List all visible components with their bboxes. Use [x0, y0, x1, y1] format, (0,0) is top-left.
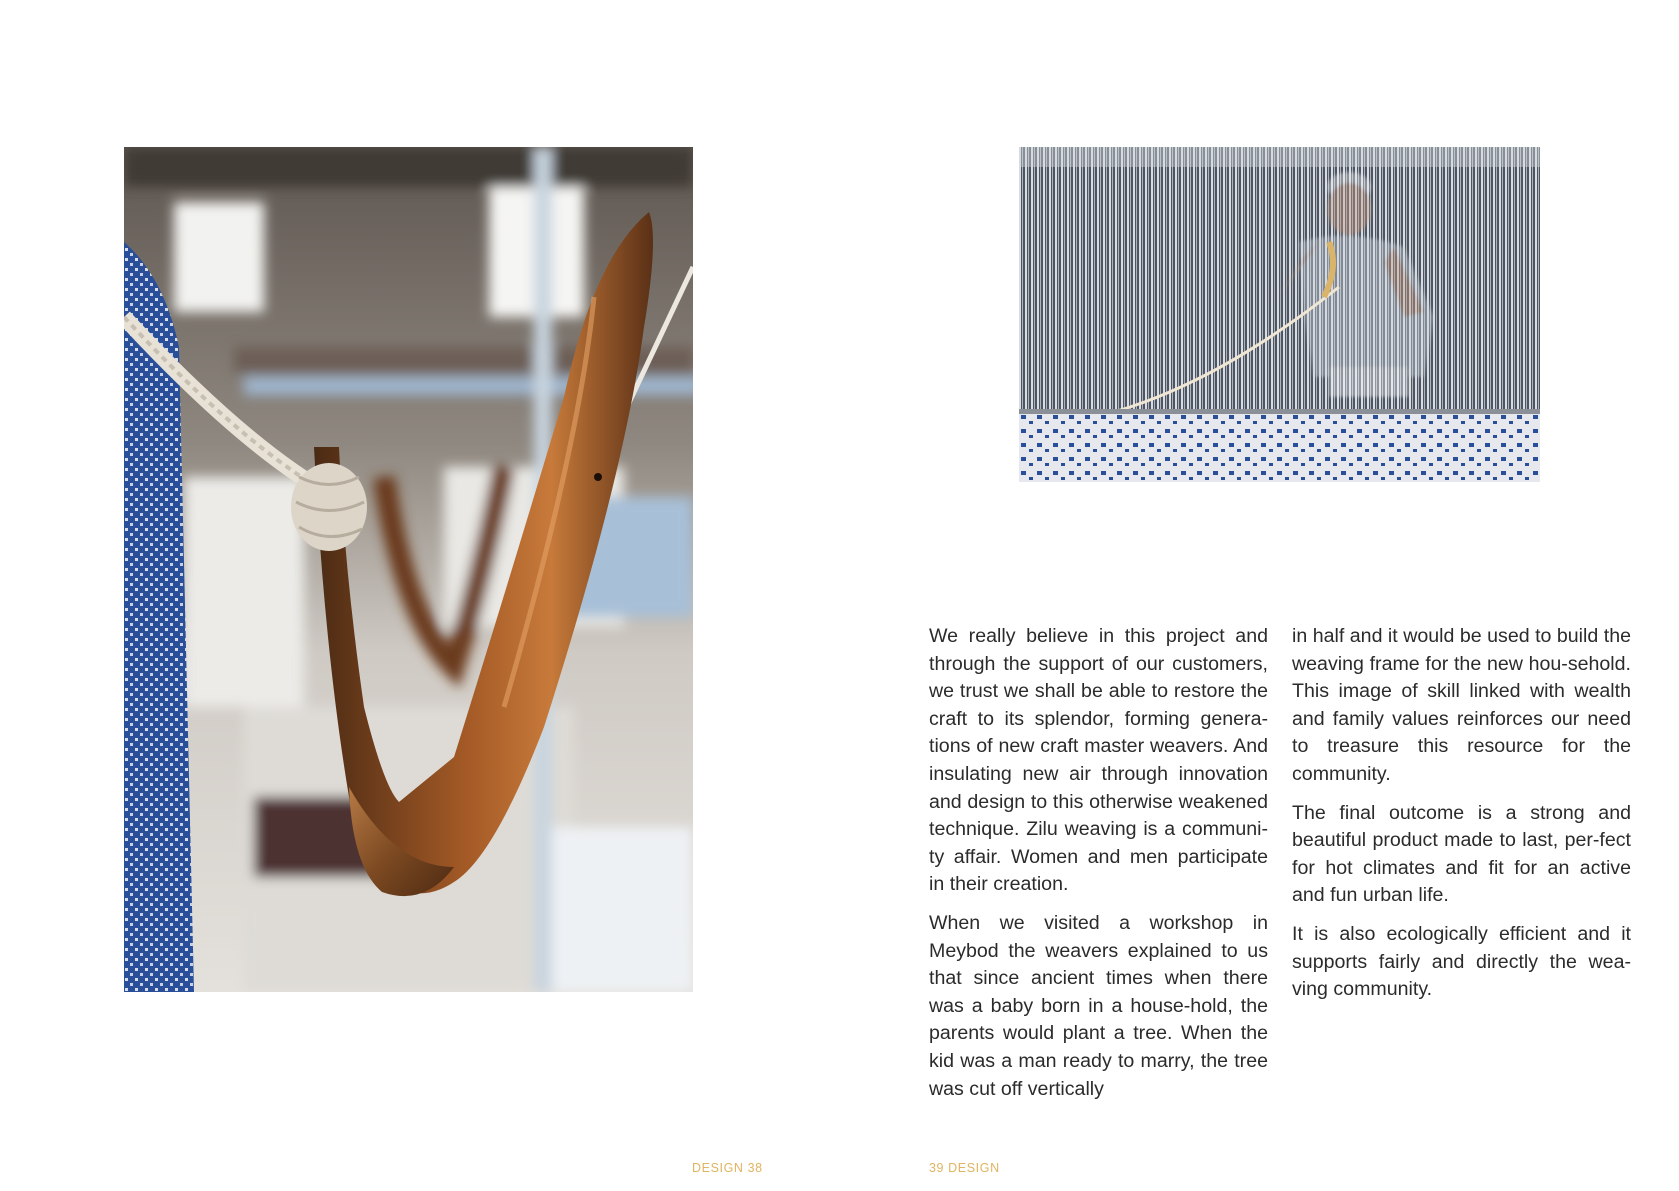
page-number-right: 39 DESIGN — [929, 1161, 1000, 1175]
paragraph: It is also ecologically efficient and it supports fairly and directly the wea-ving community. — [1292, 922, 1631, 1001]
text-column-left — [929, 623, 1268, 1114]
paragraph: We really believe in this project and through the support of our customers, we trust we shall be able to restore the craft to its splendor, forming genera-tions of new craft master weavers. And insulating new air through innovation and design to this otherwise weakened technique. Zilu weaving is a communi-ty affair. Women and men participate in their creation. — [929, 625, 1268, 896]
wooden-fork-photo — [124, 147, 693, 992]
paragraph: The final outcome is a strong and beautiful product made to last, per-fect for hot climates and fit for an active and fun urban life. — [1292, 801, 1631, 907]
paragraph: in half and it would be used to build the weaving frame for the new hou-sehold. This image of skill linked with wealth and family values reinforces our need to treasure this resource for the community. — [1292, 625, 1631, 785]
page-number-left: DESIGN 38 — [692, 1161, 763, 1175]
paragraph: When we visited a workshop in Meybod the weavers explained to us that since ancient times when there was a baby born in a house-hold, the parents would plant a tree. When the kid was a man ready to marry, the tree was cut off vertically — [929, 911, 1268, 1100]
weaver-at-loom-photo — [1019, 147, 1540, 482]
text-column-right — [1292, 623, 1631, 1015]
